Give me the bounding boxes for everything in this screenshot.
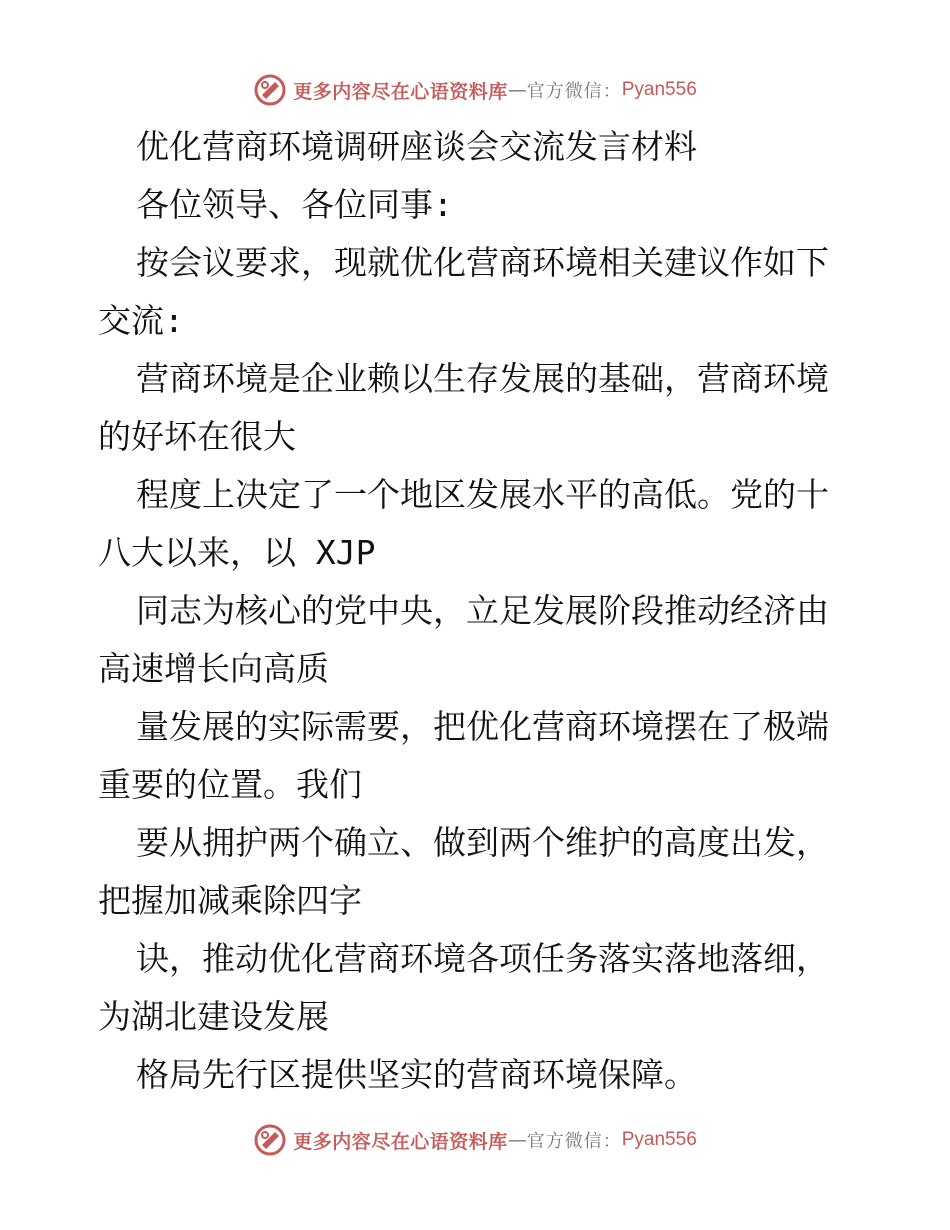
text-line: 八大以来，以 XJP xyxy=(98,533,376,572)
watermark-dash: — xyxy=(507,1129,527,1151)
text-line: 格局先行区提供坚实的营商环境保障。 xyxy=(136,1055,697,1094)
logo-icon xyxy=(253,1123,287,1157)
watermark-id-text: Pyan556 xyxy=(621,1129,697,1150)
text-line: 按会议要求，现就优化营商环境相关建议作如下 xyxy=(136,243,829,282)
text-line: 要从拥护两个确立、做到两个维护的高度出发， xyxy=(136,823,829,862)
text-line: 各位领导、各位同事: xyxy=(136,185,453,224)
watermark-main-text: 更多内容尽在心语资料库 xyxy=(293,80,508,103)
text-line: 量发展的实际需要，把优化营商环境摆在了极端 xyxy=(136,707,829,746)
watermark-id-text: Pyan556 xyxy=(621,79,697,100)
watermark-sub-text: 官方微信： xyxy=(526,1131,622,1152)
watermark-main-text: 更多内容尽在心语资料库 xyxy=(293,1130,508,1153)
text-line: 高速增长向高质 xyxy=(98,649,329,688)
text-line: 把握加减乘除四字 xyxy=(98,881,362,920)
text-line: 重要的位置。我们 xyxy=(98,765,362,804)
logo-icon xyxy=(253,73,287,107)
watermark-sub-text: 官方微信： xyxy=(526,81,622,102)
header-watermark xyxy=(0,70,950,110)
text-line: 的好坏在很大 xyxy=(98,417,296,456)
text-line: 同志为核心的党中央，立足发展阶段推动经济由 xyxy=(136,591,829,630)
footer-watermark xyxy=(0,1120,950,1160)
watermark-dash: — xyxy=(507,79,527,101)
text-line: 交流: xyxy=(98,301,184,340)
text-line: 程度上决定了一个地区发展水平的高低。党的十 xyxy=(136,475,829,514)
text-line: 优化营商环境调研座谈会交流发言材料 xyxy=(136,127,697,166)
text-line: 诀，推动优化营商环境各项任务落实落地落细， xyxy=(136,939,829,978)
text-line: 为湖北建设发展 xyxy=(98,997,329,1036)
text-line: 营商环境是企业赖以生存发展的基础，营商环境 xyxy=(136,359,829,398)
document-body xyxy=(98,118,858,1104)
